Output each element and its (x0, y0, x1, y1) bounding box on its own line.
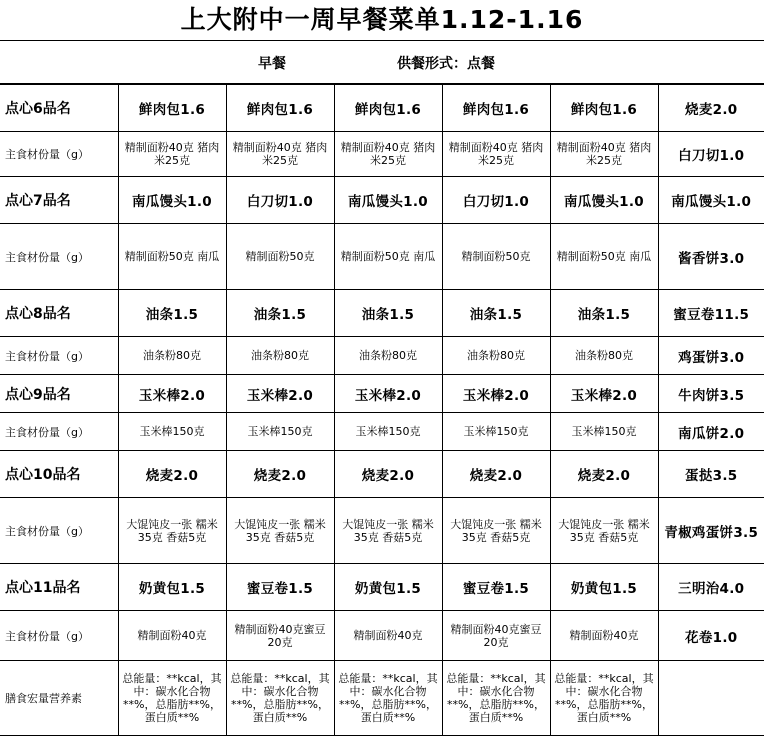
ingredient-cell: 精制面粉40克 (550, 611, 658, 661)
dish-cell: 青椒鸡蛋饼3.5 (658, 498, 764, 564)
dish-cell: 牛肉饼3.5 (658, 375, 764, 413)
ingredient-cell: 精制面粉40克 猪肉米25克 (334, 132, 442, 177)
dish-cell: 南瓜饼2.0 (658, 413, 764, 451)
ingredient-label: 主食材份量（g） (0, 611, 118, 661)
ingredient-cell: 精制面粉50克 南瓜 (550, 224, 658, 290)
ingredient-label: 主食材份量（g） (0, 337, 118, 375)
table-row (0, 611, 764, 661)
dish-cell: 鲜肉包1.6 (334, 85, 442, 132)
dish-cell: 三明治4.0 (658, 564, 764, 611)
dish-cell: 南瓜馒头1.0 (658, 177, 764, 224)
table-row (0, 413, 764, 451)
dish-cell: 烧麦2.0 (334, 451, 442, 498)
nutrition-cell: 总能量：**kcal，其中：碳水化合物**%，总脂肪**%，蛋白质**% (550, 661, 658, 736)
table-row (0, 498, 764, 564)
ingredient-cell: 油条粉80克 (118, 337, 226, 375)
nutrition-cell: 总能量：**kcal，其中：碳水化合物**%，总脂肪**%，蛋白质**% (226, 661, 334, 736)
dish-cell: 南瓜馒头1.0 (334, 177, 442, 224)
nutrition-cell: 总能量：**kcal，其中：碳水化合物**%，总脂肪**%，蛋白质**% (334, 661, 442, 736)
ingredient-cell: 油条粉80克 (442, 337, 550, 375)
ingredient-label: 主食材份量（g） (0, 132, 118, 177)
ingredient-cell: 精制面粉50克 南瓜 (118, 224, 226, 290)
dish-cell: 油条1.5 (118, 290, 226, 337)
table-row (0, 451, 764, 498)
dish-cell: 烧麦2.0 (118, 451, 226, 498)
ingredient-cell: 玉米棒150克 (334, 413, 442, 451)
ingredient-cell: 玉米棒150克 (226, 413, 334, 451)
item-label: 点心6品名 (0, 85, 118, 132)
dish-cell: 玉米棒2.0 (550, 375, 658, 413)
ingredient-cell: 精制面粉40克蜜豆20克 (226, 611, 334, 661)
page-title: 上大附中一周早餐菜单1.12-1.16 (0, 0, 764, 41)
ingredient-cell: 精制面粉40克 (334, 611, 442, 661)
subheader (0, 41, 764, 84)
dish-cell: 奶黄包1.5 (334, 564, 442, 611)
dish-cell: 酱香饼3.0 (658, 224, 764, 290)
dish-cell: 蜜豆卷1.5 (442, 564, 550, 611)
ingredient-cell: 油条粉80克 (226, 337, 334, 375)
dish-cell: 玉米棒2.0 (118, 375, 226, 413)
ingredient-cell: 大馄饨皮一张 糯米35克 香菇5克 (442, 498, 550, 564)
ingredient-cell: 大馄饨皮一张 糯米35克 香菇5克 (226, 498, 334, 564)
dish-cell: 玉米棒2.0 (442, 375, 550, 413)
ingredient-label: 主食材份量（g） (0, 413, 118, 451)
ingredient-cell: 精制面粉40克蜜豆20克 (442, 611, 550, 661)
nutrition-cell: 总能量：**kcal，其中：碳水化合物**%，总脂肪**%，蛋白质**% (118, 661, 226, 736)
dish-cell: 奶黄包1.5 (118, 564, 226, 611)
ingredient-cell: 精制面粉50克 (226, 224, 334, 290)
ingredient-cell: 大馄饨皮一张 糯米35克 香菇5克 (118, 498, 226, 564)
ingredient-cell: 大馄饨皮一张 糯米35克 香菇5克 (550, 498, 658, 564)
dish-cell: 蛋挞3.5 (658, 451, 764, 498)
ingredient-cell: 精制面粉50克 南瓜 (334, 224, 442, 290)
ingredient-cell: 玉米棒150克 (442, 413, 550, 451)
dish-cell: 烧麦2.0 (658, 85, 764, 132)
table-row (0, 224, 764, 290)
dish-cell: 鲜肉包1.6 (118, 85, 226, 132)
dish-cell: 烧麦2.0 (226, 451, 334, 498)
table-row (0, 564, 764, 611)
ingredient-cell: 油条粉80克 (334, 337, 442, 375)
dish-cell: 油条1.5 (334, 290, 442, 337)
ingredient-cell: 玉米棒150克 (118, 413, 226, 451)
dish-cell: 白刀切1.0 (442, 177, 550, 224)
ingredient-cell: 大馄饨皮一张 糯米35克 香菇5克 (334, 498, 442, 564)
dish-cell: 白刀切1.0 (658, 132, 764, 177)
dish-cell: 奶黄包1.5 (550, 564, 658, 611)
ingredient-cell: 精制面粉40克 猪肉米25克 (226, 132, 334, 177)
nutrition-label: 膳食宏量营养素 (0, 661, 118, 736)
dish-cell: 鲜肉包1.6 (226, 85, 334, 132)
item-label: 点心9品名 (0, 375, 118, 413)
empty-cell (658, 661, 764, 736)
menu-body (0, 85, 764, 736)
dish-cell: 油条1.5 (550, 290, 658, 337)
service-label: 供餐形式：点餐 (397, 56, 495, 72)
dish-cell: 鸡蛋饼3.0 (658, 337, 764, 375)
item-label: 点心10品名 (0, 451, 118, 498)
dish-cell: 烧麦2.0 (550, 451, 658, 498)
table-row (0, 85, 764, 132)
table-row (0, 132, 764, 177)
ingredient-cell: 油条粉80克 (550, 337, 658, 375)
ingredient-cell: 精制面粉50克 (442, 224, 550, 290)
item-label: 点心8品名 (0, 290, 118, 337)
dish-cell: 鲜肉包1.6 (442, 85, 550, 132)
table-row (0, 337, 764, 375)
item-label: 点心11品名 (0, 564, 118, 611)
ingredient-cell: 精制面粉40克 猪肉米25克 (550, 132, 658, 177)
ingredient-cell: 精制面粉40克 (118, 611, 226, 661)
nutrition-row (0, 661, 764, 736)
table-row (0, 290, 764, 337)
item-label: 点心7品名 (0, 177, 118, 224)
ingredient-cell: 精制面粉40克 猪肉米25克 (442, 132, 550, 177)
table-row (0, 177, 764, 224)
ingredient-label: 主食材份量（g） (0, 498, 118, 564)
menu-table (0, 84, 764, 736)
dish-cell: 鲜肉包1.6 (550, 85, 658, 132)
table-row (0, 375, 764, 413)
dish-cell: 油条1.5 (226, 290, 334, 337)
ingredient-label: 主食材份量（g） (0, 224, 118, 290)
ingredient-cell: 精制面粉40克 猪肉米25克 (118, 132, 226, 177)
dish-cell: 玉米棒2.0 (334, 375, 442, 413)
dish-cell: 蜜豆卷1.5 (226, 564, 334, 611)
nutrition-cell: 总能量：**kcal，其中：碳水化合物**%，总脂肪**%，蛋白质**% (442, 661, 550, 736)
dish-cell: 蜜豆卷11.5 (658, 290, 764, 337)
meal-label: 早餐 (258, 56, 286, 72)
dish-cell: 南瓜馒头1.0 (118, 177, 226, 224)
dish-cell: 烧麦2.0 (442, 451, 550, 498)
dish-cell: 白刀切1.0 (226, 177, 334, 224)
dish-cell: 玉米棒2.0 (226, 375, 334, 413)
dish-cell: 花卷1.0 (658, 611, 764, 661)
dish-cell: 南瓜馒头1.0 (550, 177, 658, 224)
dish-cell: 油条1.5 (442, 290, 550, 337)
ingredient-cell: 玉米棒150克 (550, 413, 658, 451)
